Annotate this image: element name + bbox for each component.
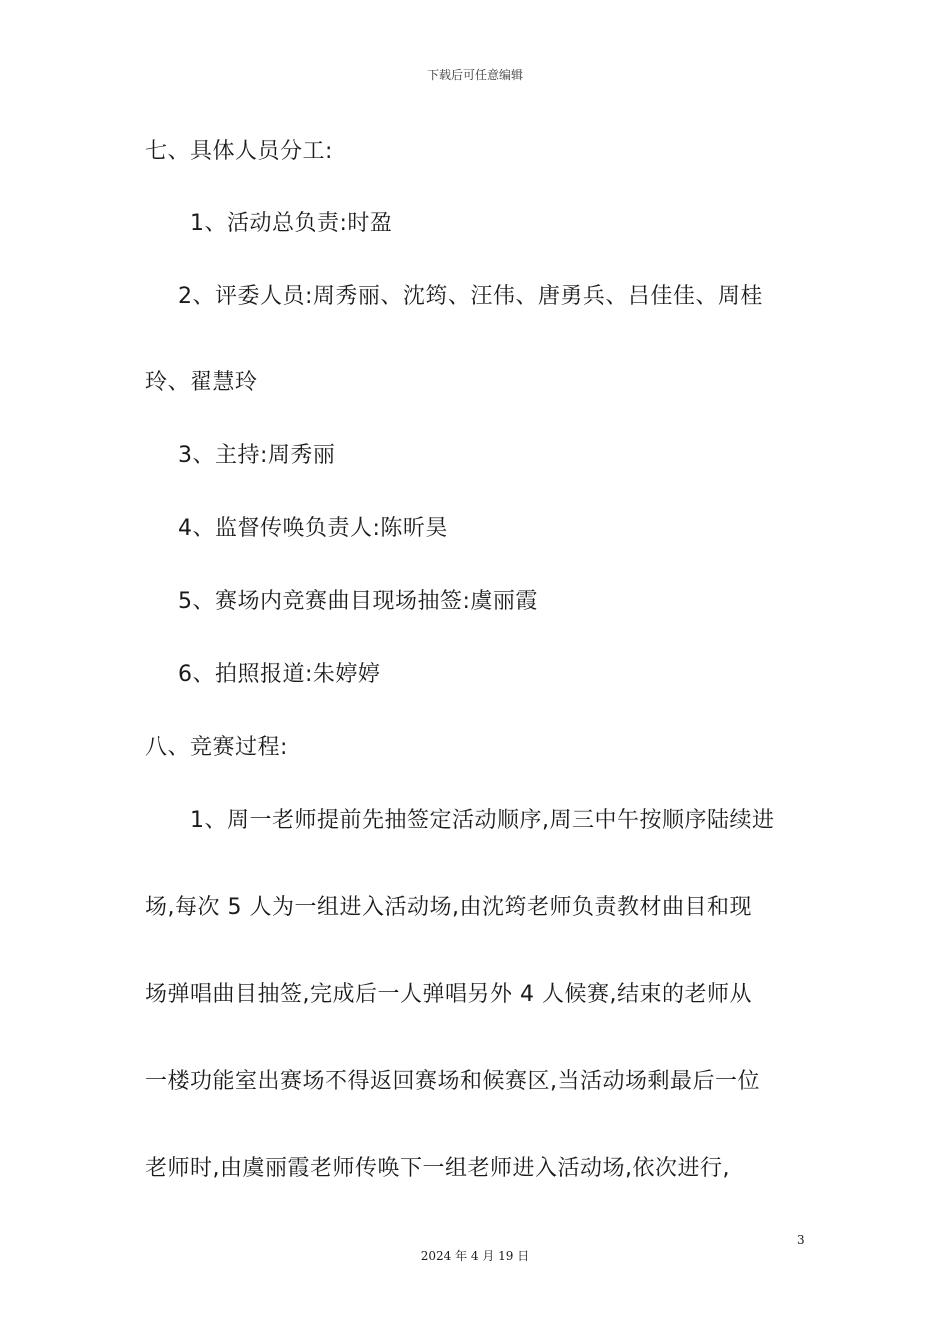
- section-7-item-6: 6、拍照报道:朱婷婷: [178, 662, 381, 687]
- section-8-paragraph-line-2: 场,每次 5 人为一组进入活动场,由沈筠老师负责教材曲目和现: [145, 895, 752, 920]
- section-7-item-1: 1、活动总负责:时盈: [190, 211, 393, 236]
- section-7-item-4: 4、监督传唤负责人:陈昕昊: [178, 516, 448, 541]
- section-7-item-5: 5、赛场内竞赛曲目现场抽签:虞丽霞: [178, 589, 538, 614]
- section-8-paragraph-line-4: 一楼功能室出赛场不得返回赛场和候赛区,当活动场剩最后一位: [145, 1069, 760, 1094]
- section-7-item-2-line-1: 2、评委人员:周秀丽、沈筠、汪伟、唐勇兵、吕佳佳、周桂: [178, 284, 763, 309]
- section-7-item-2-line-2: 玲、翟慧玲: [145, 370, 258, 395]
- section-8-paragraph-line-3: 场弹唱曲目抽签,完成后一人弹唱另外 4 人候赛,结束的老师从: [145, 982, 752, 1007]
- section-7-item-3: 3、主持:周秀丽: [178, 443, 336, 468]
- page-header: 下载后可任意编辑: [426, 68, 523, 82]
- section-8-title: 八、竞赛过程:: [145, 735, 288, 760]
- section-8-paragraph-line-5: 老师时,由虞丽霞老师传唤下一组老师进入活动场,依次进行,: [145, 1156, 730, 1181]
- page-number: 3: [797, 1233, 805, 1247]
- footer-date: 2024 年 4 月 19 日: [420, 1249, 530, 1263]
- section-7-title: 七、具体人员分工:: [145, 139, 333, 164]
- section-8-paragraph-line-1: 1、周一老师提前先抽签定活动顺序,周三中午按顺序陆续进: [190, 808, 775, 833]
